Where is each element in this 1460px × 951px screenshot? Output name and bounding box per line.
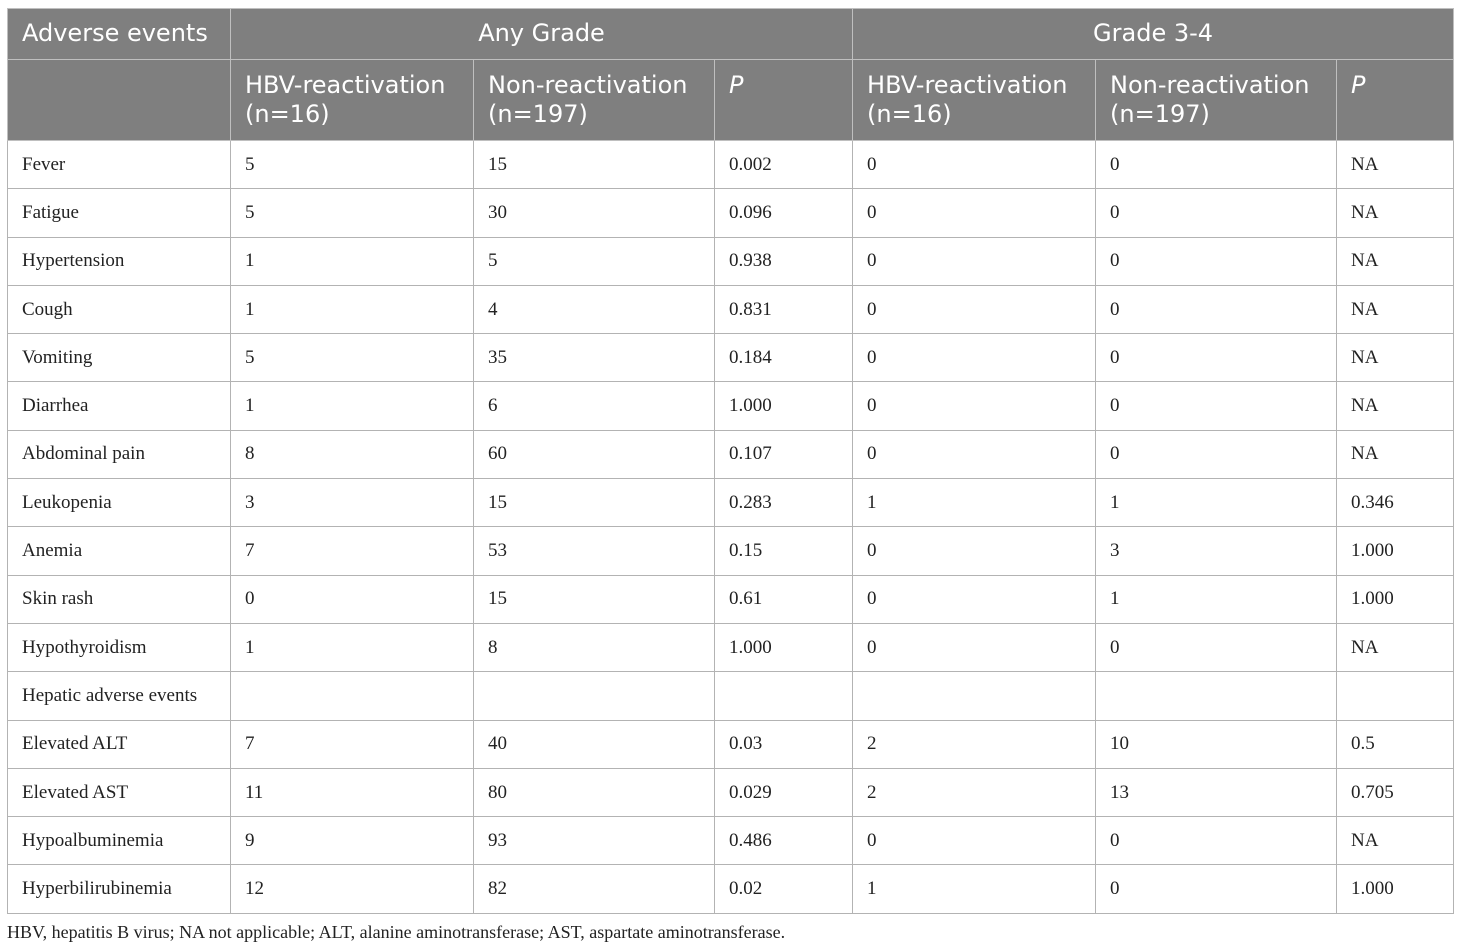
cell-any-non-reactivation: 15 bbox=[474, 575, 715, 623]
table-row bbox=[8, 189, 1454, 237]
cell-g34-non-reactivation: 0 bbox=[1096, 623, 1337, 671]
adverse-events-table-container bbox=[7, 8, 1453, 914]
cell-any-hbv-reactivation: 5 bbox=[231, 141, 474, 189]
cell-any-hbv-reactivation: 8 bbox=[231, 430, 474, 478]
cell-g34-p-value: NA bbox=[1337, 334, 1454, 382]
cell-g34-hbv-reactivation: 1 bbox=[853, 479, 1096, 527]
header-any-non-reactivation: Non-reactivation (n=197) bbox=[474, 60, 715, 141]
header-g34-p-value: P bbox=[1337, 60, 1454, 141]
cell-any-p-value: 0.107 bbox=[715, 430, 853, 478]
cell-g34-p-value: NA bbox=[1337, 285, 1454, 333]
table-row bbox=[8, 285, 1454, 333]
cell-g34-hbv-reactivation bbox=[853, 672, 1096, 720]
cell-event-name: Leukopenia bbox=[8, 479, 231, 527]
cell-any-hbv-reactivation: 0 bbox=[231, 575, 474, 623]
cell-g34-p-value: 1.000 bbox=[1337, 575, 1454, 623]
cell-g34-hbv-reactivation: 0 bbox=[853, 285, 1096, 333]
header-any-hbv-reactivation: HBV-reactivation (n=16) bbox=[231, 60, 474, 141]
cell-any-p-value: 0.002 bbox=[715, 141, 853, 189]
cell-g34-hbv-reactivation: 1 bbox=[853, 865, 1096, 913]
cell-g34-non-reactivation: 1 bbox=[1096, 575, 1337, 623]
cell-any-non-reactivation: 15 bbox=[474, 141, 715, 189]
header-any-p-value: P bbox=[715, 60, 853, 141]
cell-any-hbv-reactivation: 12 bbox=[231, 865, 474, 913]
cell-any-non-reactivation: 60 bbox=[474, 430, 715, 478]
cell-any-hbv-reactivation: 7 bbox=[231, 527, 474, 575]
cell-g34-hbv-reactivation: 2 bbox=[853, 768, 1096, 816]
cell-any-non-reactivation: 8 bbox=[474, 623, 715, 671]
cell-any-hbv-reactivation bbox=[231, 672, 474, 720]
cell-any-hbv-reactivation: 9 bbox=[231, 817, 474, 865]
cell-any-hbv-reactivation: 5 bbox=[231, 334, 474, 382]
cell-g34-p-value: NA bbox=[1337, 430, 1454, 478]
header-g34-hbv-reactivation: HBV-reactivation (n=16) bbox=[853, 60, 1096, 141]
cell-event-name: Hyperbilirubinemia bbox=[8, 865, 231, 913]
table-body bbox=[8, 141, 1454, 914]
table-row bbox=[8, 430, 1454, 478]
cell-any-p-value: 0.61 bbox=[715, 575, 853, 623]
cell-g34-non-reactivation: 0 bbox=[1096, 382, 1337, 430]
cell-any-p-value: 0.15 bbox=[715, 527, 853, 575]
table-row bbox=[8, 382, 1454, 430]
cell-event-name: Hypertension bbox=[8, 237, 231, 285]
cell-g34-hbv-reactivation: 0 bbox=[853, 382, 1096, 430]
cell-any-non-reactivation: 4 bbox=[474, 285, 715, 333]
cell-g34-non-reactivation: 0 bbox=[1096, 189, 1337, 237]
cell-g34-hbv-reactivation: 0 bbox=[853, 623, 1096, 671]
cell-any-non-reactivation: 6 bbox=[474, 382, 715, 430]
cell-any-p-value bbox=[715, 672, 853, 720]
cell-event-name: Fever bbox=[8, 141, 231, 189]
cell-event-name: Fatigue bbox=[8, 189, 231, 237]
cell-g34-hbv-reactivation: 0 bbox=[853, 817, 1096, 865]
cell-any-p-value: 0.03 bbox=[715, 720, 853, 768]
header-group-any-grade: Any Grade bbox=[231, 9, 853, 60]
cell-event-name: Anemia bbox=[8, 527, 231, 575]
cell-any-non-reactivation: 35 bbox=[474, 334, 715, 382]
cell-g34-hbv-reactivation: 0 bbox=[853, 575, 1096, 623]
cell-g34-non-reactivation: 0 bbox=[1096, 865, 1337, 913]
header-group-grade-3-4: Grade 3-4 bbox=[853, 9, 1454, 60]
cell-any-p-value: 1.000 bbox=[715, 623, 853, 671]
cell-g34-p-value: NA bbox=[1337, 382, 1454, 430]
cell-event-name: Cough bbox=[8, 285, 231, 333]
table-footnote: HBV, hepatitis B virus; NA not applicable; ALT, alanine aminotransferase; AST, aspartate aminotransferase. bbox=[7, 922, 786, 942]
cell-g34-p-value: NA bbox=[1337, 623, 1454, 671]
header-adverse-events: Adverse events bbox=[8, 9, 231, 60]
table-row bbox=[8, 527, 1454, 575]
header-g34-non-reactivation: Non-reactivation (n=197) bbox=[1096, 60, 1337, 141]
table-header bbox=[8, 9, 1454, 141]
cell-any-hbv-reactivation: 3 bbox=[231, 479, 474, 527]
cell-event-name: Elevated ALT bbox=[8, 720, 231, 768]
cell-g34-non-reactivation: 0 bbox=[1096, 334, 1337, 382]
cell-g34-non-reactivation: 1 bbox=[1096, 479, 1337, 527]
cell-any-non-reactivation bbox=[474, 672, 715, 720]
table-row bbox=[8, 141, 1454, 189]
table-row bbox=[8, 237, 1454, 285]
cell-g34-p-value: 0.5 bbox=[1337, 720, 1454, 768]
cell-event-name: Skin rash bbox=[8, 575, 231, 623]
cell-any-hbv-reactivation: 1 bbox=[231, 237, 474, 285]
cell-event-name: Vomiting bbox=[8, 334, 231, 382]
table-row bbox=[8, 768, 1454, 816]
cell-g34-p-value: NA bbox=[1337, 141, 1454, 189]
cell-any-non-reactivation: 15 bbox=[474, 479, 715, 527]
cell-g34-p-value: 0.346 bbox=[1337, 479, 1454, 527]
table-row bbox=[8, 672, 1454, 720]
cell-any-p-value: 1.000 bbox=[715, 382, 853, 430]
cell-g34-non-reactivation: 3 bbox=[1096, 527, 1337, 575]
header-empty-cell bbox=[8, 60, 231, 141]
table-row bbox=[8, 334, 1454, 382]
cell-any-hbv-reactivation: 1 bbox=[231, 285, 474, 333]
cell-any-non-reactivation: 53 bbox=[474, 527, 715, 575]
cell-g34-non-reactivation: 0 bbox=[1096, 285, 1337, 333]
cell-any-p-value: 0.283 bbox=[715, 479, 853, 527]
cell-any-hbv-reactivation: 1 bbox=[231, 382, 474, 430]
cell-g34-p-value bbox=[1337, 672, 1454, 720]
cell-any-p-value: 0.184 bbox=[715, 334, 853, 382]
header-row-groups bbox=[8, 9, 1454, 60]
cell-event-name: Hepatic adverse events bbox=[8, 672, 231, 720]
cell-any-non-reactivation: 82 bbox=[474, 865, 715, 913]
cell-g34-hbv-reactivation: 0 bbox=[853, 527, 1096, 575]
cell-g34-p-value: NA bbox=[1337, 817, 1454, 865]
cell-g34-p-value: 1.000 bbox=[1337, 865, 1454, 913]
cell-any-non-reactivation: 93 bbox=[474, 817, 715, 865]
table-row bbox=[8, 817, 1454, 865]
table-row bbox=[8, 865, 1454, 913]
cell-any-hbv-reactivation: 7 bbox=[231, 720, 474, 768]
cell-g34-p-value: 1.000 bbox=[1337, 527, 1454, 575]
cell-g34-hbv-reactivation: 0 bbox=[853, 237, 1096, 285]
cell-g34-hbv-reactivation: 0 bbox=[853, 141, 1096, 189]
cell-g34-non-reactivation: 0 bbox=[1096, 817, 1337, 865]
cell-event-name: Hypothyroidism bbox=[8, 623, 231, 671]
table-row bbox=[8, 623, 1454, 671]
cell-event-name: Abdominal pain bbox=[8, 430, 231, 478]
cell-g34-non-reactivation: 0 bbox=[1096, 141, 1337, 189]
cell-any-non-reactivation: 40 bbox=[474, 720, 715, 768]
cell-event-name: Elevated AST bbox=[8, 768, 231, 816]
cell-g34-hbv-reactivation: 0 bbox=[853, 189, 1096, 237]
cell-any-p-value: 0.029 bbox=[715, 768, 853, 816]
cell-g34-non-reactivation bbox=[1096, 672, 1337, 720]
cell-g34-hbv-reactivation: 0 bbox=[853, 430, 1096, 478]
cell-any-hbv-reactivation: 1 bbox=[231, 623, 474, 671]
cell-g34-hbv-reactivation: 2 bbox=[853, 720, 1096, 768]
cell-g34-hbv-reactivation: 0 bbox=[853, 334, 1096, 382]
table-row bbox=[8, 575, 1454, 623]
cell-any-p-value: 0.486 bbox=[715, 817, 853, 865]
cell-any-p-value: 0.096 bbox=[715, 189, 853, 237]
adverse-events-table bbox=[7, 8, 1454, 914]
cell-g34-non-reactivation: 10 bbox=[1096, 720, 1337, 768]
cell-g34-non-reactivation: 0 bbox=[1096, 430, 1337, 478]
cell-any-non-reactivation: 30 bbox=[474, 189, 715, 237]
cell-any-hbv-reactivation: 11 bbox=[231, 768, 474, 816]
cell-event-name: Hypoalbuminemia bbox=[8, 817, 231, 865]
cell-event-name: Diarrhea bbox=[8, 382, 231, 430]
cell-g34-non-reactivation: 13 bbox=[1096, 768, 1337, 816]
cell-any-p-value: 0.938 bbox=[715, 237, 853, 285]
cell-any-p-value: 0.831 bbox=[715, 285, 853, 333]
table-row bbox=[8, 720, 1454, 768]
cell-any-non-reactivation: 80 bbox=[474, 768, 715, 816]
header-row-columns bbox=[8, 60, 1454, 141]
cell-g34-p-value: NA bbox=[1337, 237, 1454, 285]
table-row bbox=[8, 479, 1454, 527]
cell-g34-non-reactivation: 0 bbox=[1096, 237, 1337, 285]
cell-any-non-reactivation: 5 bbox=[474, 237, 715, 285]
cell-g34-p-value: NA bbox=[1337, 189, 1454, 237]
cell-g34-p-value: 0.705 bbox=[1337, 768, 1454, 816]
cell-any-hbv-reactivation: 5 bbox=[231, 189, 474, 237]
cell-any-p-value: 0.02 bbox=[715, 865, 853, 913]
